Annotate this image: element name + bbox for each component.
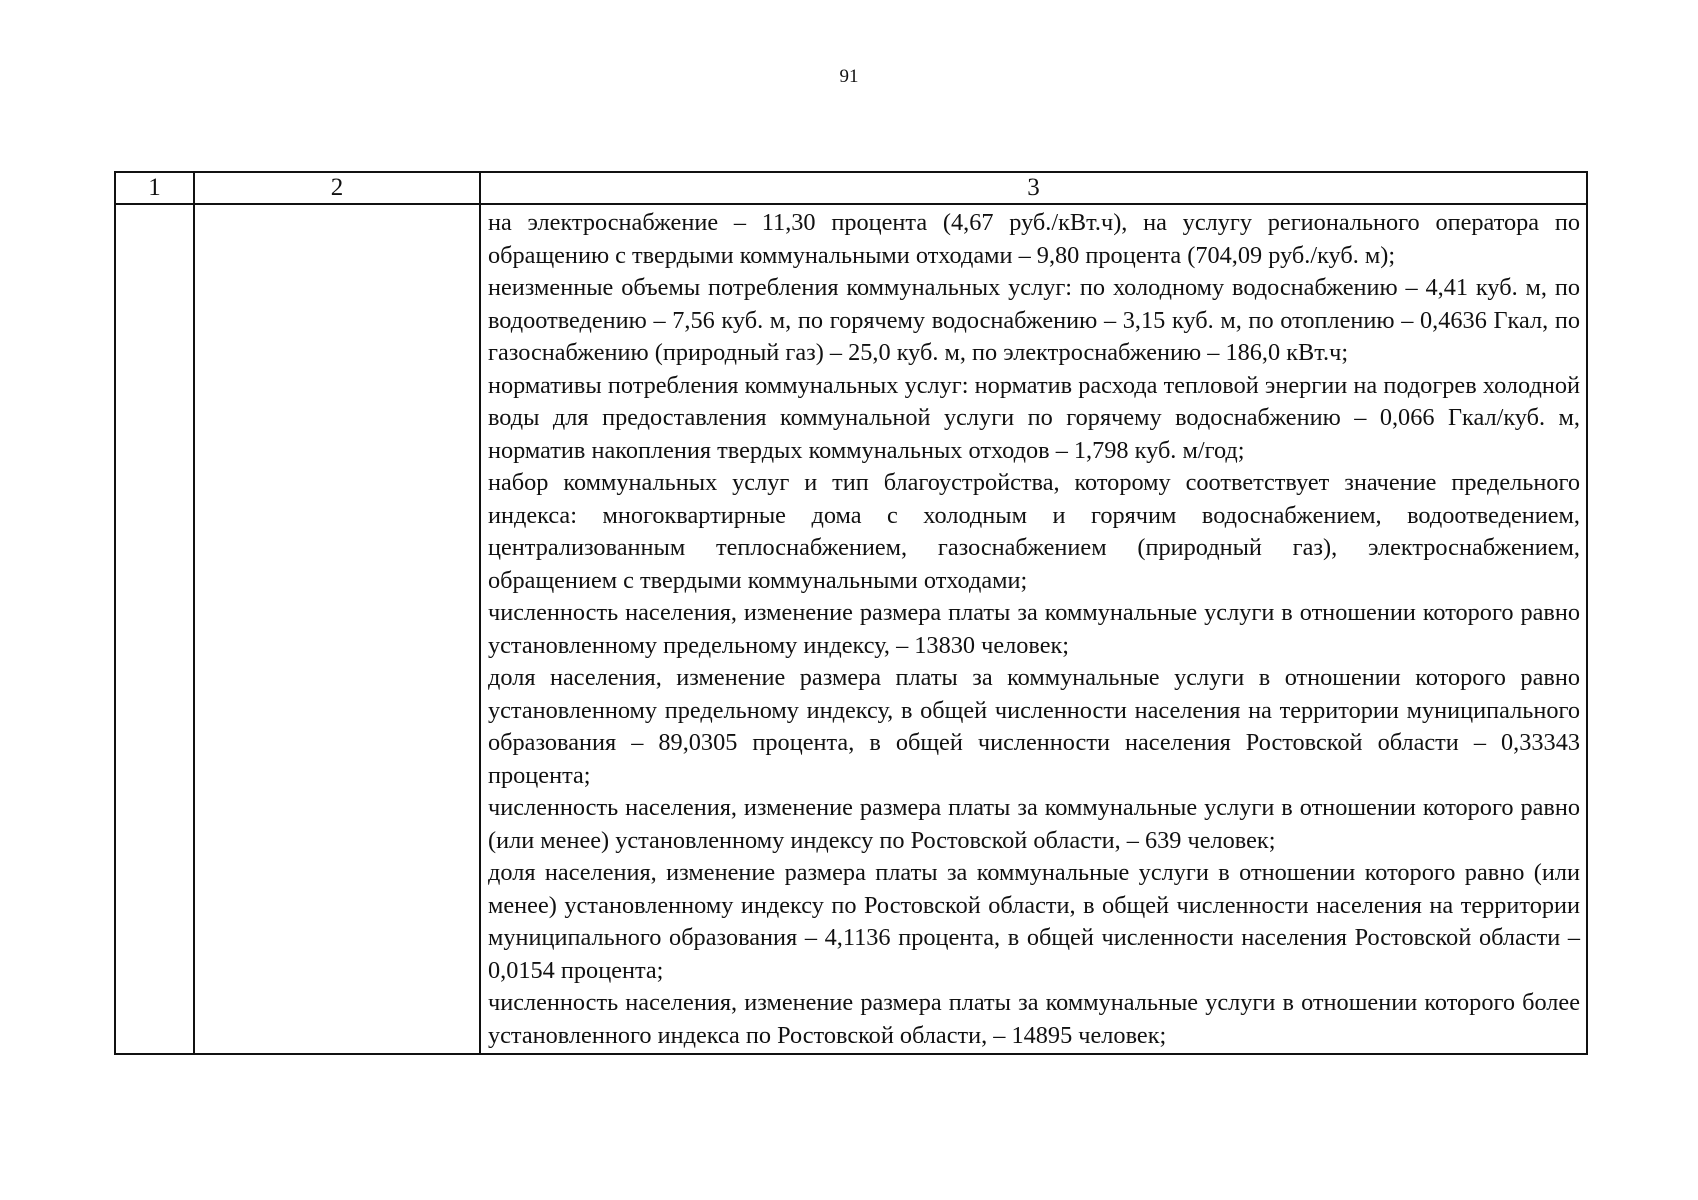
row-cell-col2 — [194, 204, 480, 1054]
paragraph-share-equal-limit: доля населения, изменение размера платы за коммунальные услуги в отношении которого равно установленному предельному индексу, в общей численности населения на территории муниципального образования – 89,0305 процента, в общей численности населения Ростовской области – 0,33343 процента; — [488, 664, 1580, 789]
column-header-2: 2 — [194, 172, 480, 204]
paragraph-share-equal-or-less: доля населения, изменение размера платы за коммунальные услуги в отношении которого равно (или менее) установленному индексу по Ростовской области, в общей численности населения на территории муниципального образования – 4,1136 процента, в общей численности населения Ростовской области – 0,0154 процента; — [488, 859, 1580, 984]
paragraph-services-set: набор коммунальных услуг и тип благоустройства, которому соответствует значение предельного индекса: многоквартирные дома с холодным и горячим водоснабжением, водоотведением, централизованным теплоснабжением, газоснабжением (природный газ), электроснабжением, обращением с твердыми коммунальными отходами; — [488, 469, 1580, 594]
row-cell-col3 — [480, 204, 1587, 1054]
paragraph-consumption-volumes: неизменные объемы потребления коммунальных услуг: по холодному водоснабжению – 4,41 куб. м, по водоотведению – 7,56 куб. м, по горячему водоснабжению – 3,15 куб. м, по отоплению – 0,4636 Гкал, по газоснабжению (природный газ) – 25,0 куб. м, по электроснабжению – 186,0 кВт.ч; — [488, 274, 1580, 366]
paragraph-electricity-waste-rates: на электроснабжение – 11,30 процента (4,67 руб./кВт.ч), на услугу регионального оператора по обращению с твердыми коммунальными отходами – 9,80 процента (704,09 руб./куб. м); — [488, 209, 1580, 269]
paragraph-population-above-index: численность населения, изменение размера платы за коммунальные услуги в отношении которого более установленного индекса по Ростовской области, – 14895 человек; — [488, 989, 1580, 1049]
table-header-row — [115, 172, 1587, 204]
column-header-1: 1 — [115, 172, 194, 204]
document-table — [114, 171, 1588, 1055]
paragraph-population-equal-or-less: численность населения, изменение размера платы за коммунальные услуги в отношении которого равно (или менее) установленному индексу по Ростовской области, – 639 человек; — [488, 794, 1580, 854]
page-number: 91 — [839, 66, 859, 87]
table-row — [115, 204, 1587, 1054]
column-header-3: 3 — [480, 172, 1587, 204]
paragraph-consumption-norms: нормативы потребления коммунальных услуг: норматив расхода тепловой энергии на подогрев холодной воды для предоставления коммунальной услуги по горячему водоснабжению – 0,066 Гкал/куб. м, норматив накопления твердых коммунальных отходов – 1,798 куб. м/год; — [488, 371, 1580, 464]
paragraph-population-equal-limit: численность населения, изменение размера платы за коммунальные услуги в отношении которого равно установленному предельному индексу, – 13830 человек; — [488, 599, 1580, 659]
row-cell-col1 — [115, 204, 194, 1054]
